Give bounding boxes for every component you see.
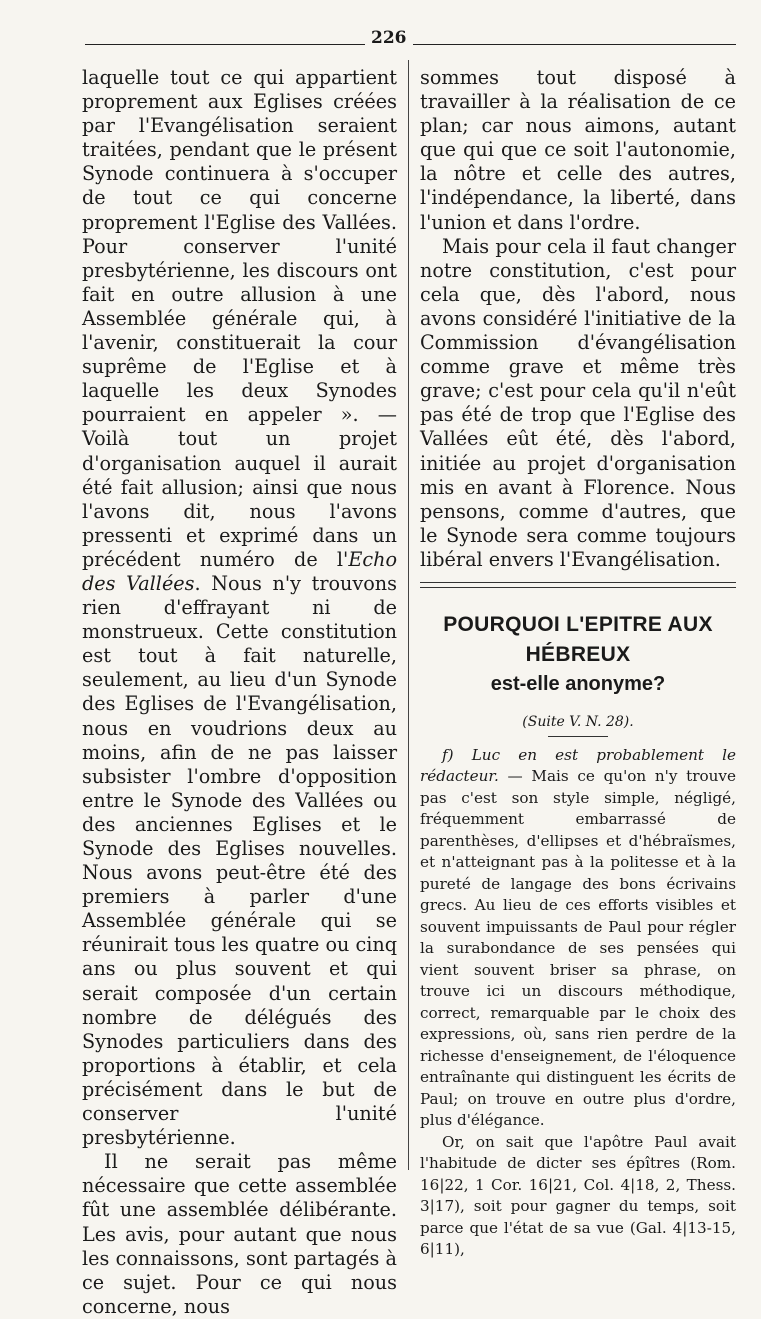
article-body	[420, 745, 736, 1261]
article-subtitle: est-elle anonyme?	[490, 672, 666, 695]
column-divider	[408, 60, 409, 1170]
left-paragraph-2: Il ne serait pas même nécessaire que cette assemblée fût une assemblée délibérante. Les avis, pour autant que nous les connaissons, sont partagés à ce sujet. Pour ce qui nous concerne, nous	[82, 1150, 397, 1318]
right-paragraph-1: sommes tout disposé à travailler à la réalisation de ce plan; car nous aimons, autant que qui que ce soit l'autonomie, la nôtre et celle des autres, l'indépendance, la liberté, dans l'union et dans l'ordre.	[420, 66, 736, 234]
right-paragraph-2: Mais pour cela il faut changer notre constitution, c'est pour cela que, dès l'abord, nous avons considéré l'initiative de la Commission d'évangélisation comme grave et même très grave; c'est pour cela qu'il n'eût pas été de trop que l'Eglise des Vallées eût été, dès l'abord, initiée au projet d'organisation mis en avant à Florence. Nous pensons, comme d'autres, que le Synode sera comme toujours libéral envers l'Evangélisation.	[420, 234, 736, 571]
article-paragraph-2: Or, on sait que l'apôtre Paul avait l'habitude de dicter ses épîtres (Rom. 16|22, 1 Cor. 16|21, Col. 4|18, 2, Thess. 3|17), soit pour gagner du temps, soit parce que l'état de sa vue (Gal. 4|13-15, 6|11),	[420, 1132, 736, 1259]
article-point-paragraph	[420, 745, 736, 1132]
left-paragraph-1	[82, 66, 397, 1150]
article-point-heading: f) Luc en est probablement le rédacteur.	[420, 745, 736, 786]
article-reference: (Suite V. N. 28).	[522, 713, 634, 730]
article-point-text: — Mais ce qu'on n'y trouve pas c'est son style simple, négligé, fréquemment embarrassé de parenthèses, d'ellipses et d'hébraïsmes, et n'atteignant pas à la politesse et à la pureté de langage des bons écrivains grecs. Au lieu de ces efforts visibles et souvent impuissants de Paul pour régler la surabondance de ses pensées qui vient souvent briser sa phrase, on trouve ici un discours méthodique, correct, remarquable par le choix des expressions, où, sans rien perdre de la richesse d'enseignement, de l'éloquence entraînante qui distinguent les écrits de Paul; on trouve en outre plus d'ordre, plus d'élégance.	[420, 767, 736, 1130]
short-rule	[548, 736, 608, 737]
left-column	[82, 66, 397, 1319]
journal-title: Echo des Vallées	[82, 547, 397, 595]
right-column	[420, 66, 736, 1261]
left-paragraph-1-end: . Nous n'y trouvons rien d'effrayant ni de monstrueux. Cette constitution est tout à fait naturelle, seulement, au lieu d'un Synode des Eglises de l'Evangélisation, nous en voudrions deux au moins, afin de ne pas laisser subsister l'ombre d'opposition entre le Synode des Vallées ou des anciennes Eglises et le Synode des Eglises nouvelles. Nous avons peut-être été des premiers à parler d'une Assemblée générale qui se réunirait tous les quatre ou cinq ans ou plus souvent et qui serait composée d'un certain nombre de délégués des Synodes particuliers dans des proportions à établir, et cela précisément dans le but de conserver l'unité presbytérienne.	[82, 571, 397, 1150]
left-paragraph-1-text: laquelle tout ce qui appartient proprement aux Eglises créées par l'Evangélisation seraient traitées, pendant que le présent Synode continuera à s'occuper de tout ce qui concerne proprement l'Eglise des Vallées. Pour conserver l'unité presbytérienne, les discours ont fait en outre allusion à une Assemblée générale qui, à l'avenir, constituerait la cour suprême de l'Eglise et à laquelle les deux Synodes pourraient en appeler ». — Voilà tout un projet d'organisation auquel il aurait été fait allusion; ainsi que nous l'avons dit, nous l'avons pressenti et exprimé dans un précédent numéro de l'	[82, 66, 397, 571]
article-title: POURQUOI L'EPITRE AUX HÉBREUX	[443, 612, 713, 666]
page-number: 226	[365, 28, 413, 48]
article-separator	[420, 582, 736, 588]
